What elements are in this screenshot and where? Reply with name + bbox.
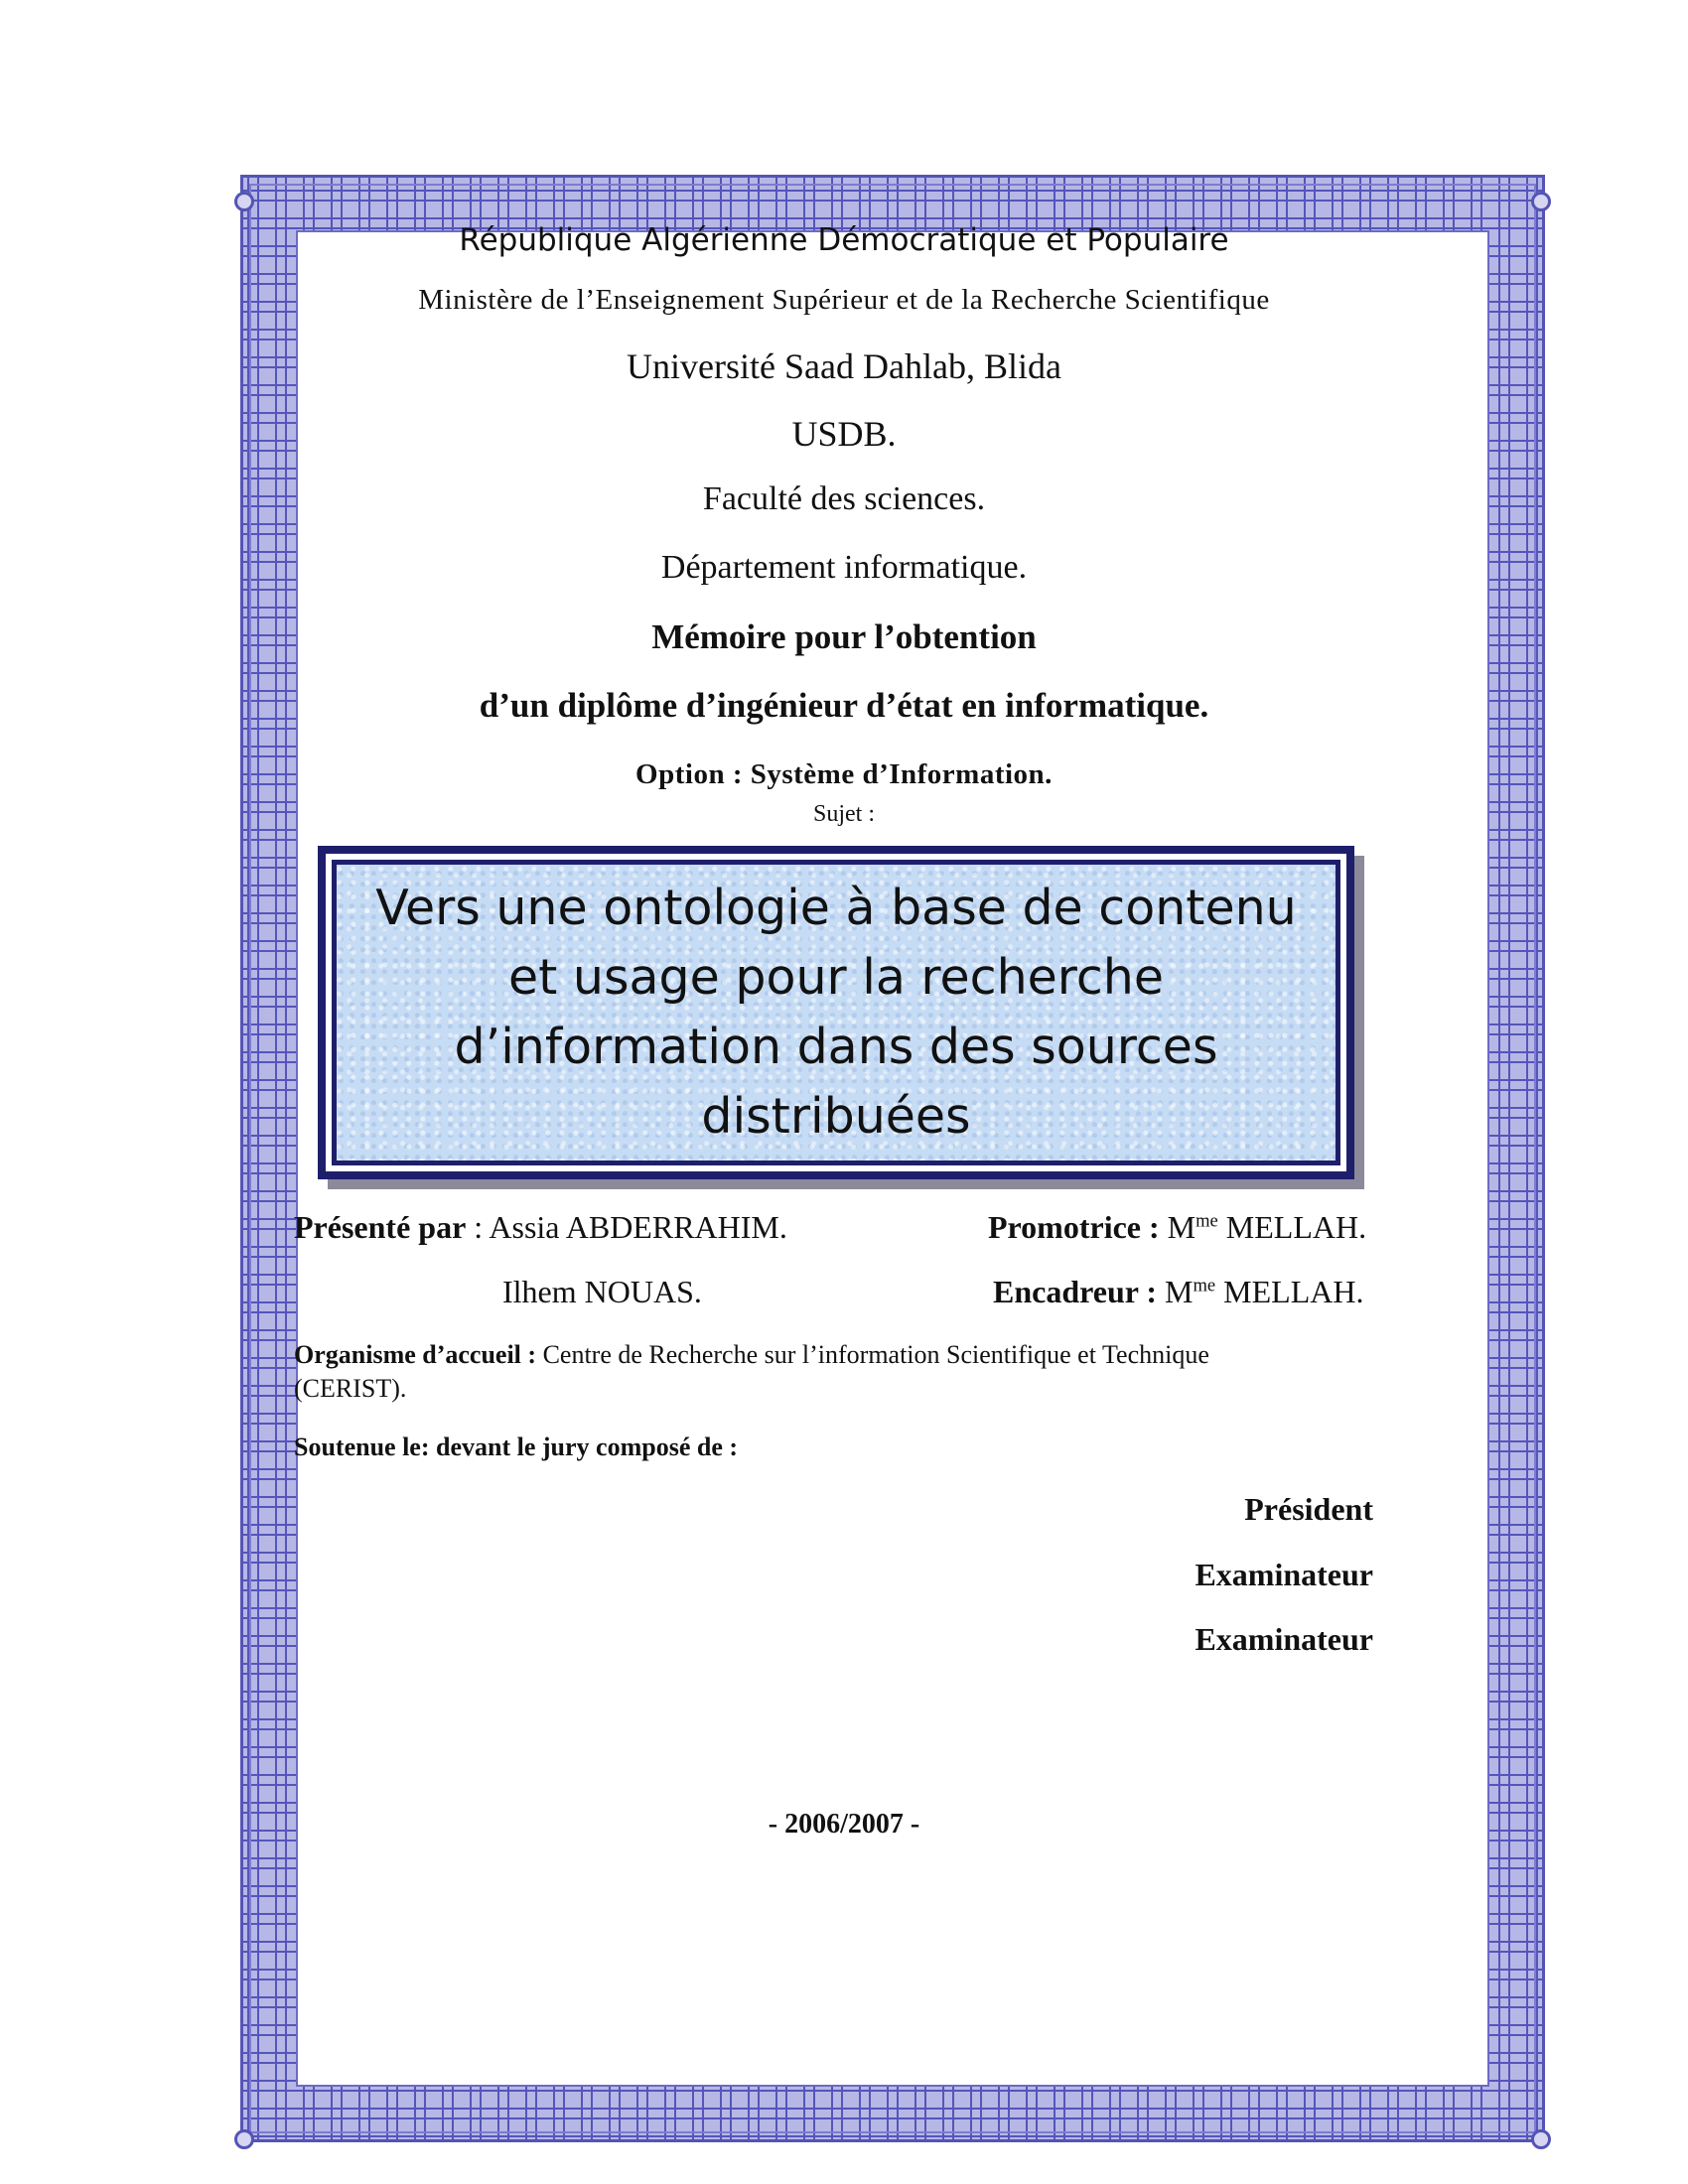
promotrice-sup: me [1196,1210,1218,1232]
host-line2: (CERIST). [294,1374,407,1403]
author-1: Assia ABDERRAHIM. [489,1209,787,1245]
encadreur-prefix: M [1165,1274,1194,1309]
border-corner-ornament [1531,192,1551,211]
thesis-title-box [318,846,1354,1179]
promotrice-label: Promotrice : [988,1209,1168,1245]
memoire-title-line1: Mémoire pour l’obtention [651,617,1037,656]
faculty-name: Faculté des sciences. [702,480,986,517]
jury-role-examinateur-2: Examinateur [1195,1621,1373,1657]
host-label: Organisme d’accueil : [294,1340,543,1369]
promotrice [988,1209,1366,1246]
border-corner-ornament [234,192,254,211]
option-line: Option : Système d’Information. [635,758,1053,790]
presented-by-separator: : [466,1209,490,1245]
department-name: Département informatique. [660,549,1028,586]
border-corner-ornament [1531,2129,1551,2149]
presented-by-label: Présenté par [294,1209,467,1245]
encadreur-label: Encadreur : [993,1274,1166,1309]
promotrice-name: MELLAH. [1217,1209,1367,1245]
border-corner-ornament [234,2129,254,2149]
academic-year: - 2006/2007 - [768,1809,920,1840]
jury-intro: Soutenue le: devant le jury composé de : [294,1433,739,1461]
host-organisation [294,1340,1209,1370]
presented-by [294,1209,787,1246]
promotrice-prefix: M [1167,1209,1196,1245]
republic-heading: République Algérienne Démocratique et Populaire [459,222,1229,258]
university-name: Université Saad Dahlab, Blida [627,346,1061,386]
subject-label: Sujet : [812,801,875,827]
encadreur-sup: me [1193,1275,1216,1297]
jury-role-president: Président [1244,1491,1373,1527]
host-line1: Centre de Recherche sur l’information Scientifique et Technique [542,1340,1209,1369]
thesis-title: Vers une ontologie à base de contenu et usage pour la recherche d’information dans des sources distribuées [375,880,1297,1145]
memoire-title-line2: d’un diplôme d’ingénieur d’état en informatique. [479,686,1209,725]
university-acronym: USDB. [791,414,897,454]
jury-role-examinateur-1: Examinateur [1195,1557,1373,1592]
encadreur [993,1274,1363,1310]
author-2: Ilhem NOUAS. [502,1274,702,1309]
ministry-heading: Ministère de l’Enseignement Supérieur et de la Recherche Scientifique [418,284,1270,316]
encadreur-name: MELLAH. [1215,1274,1364,1309]
